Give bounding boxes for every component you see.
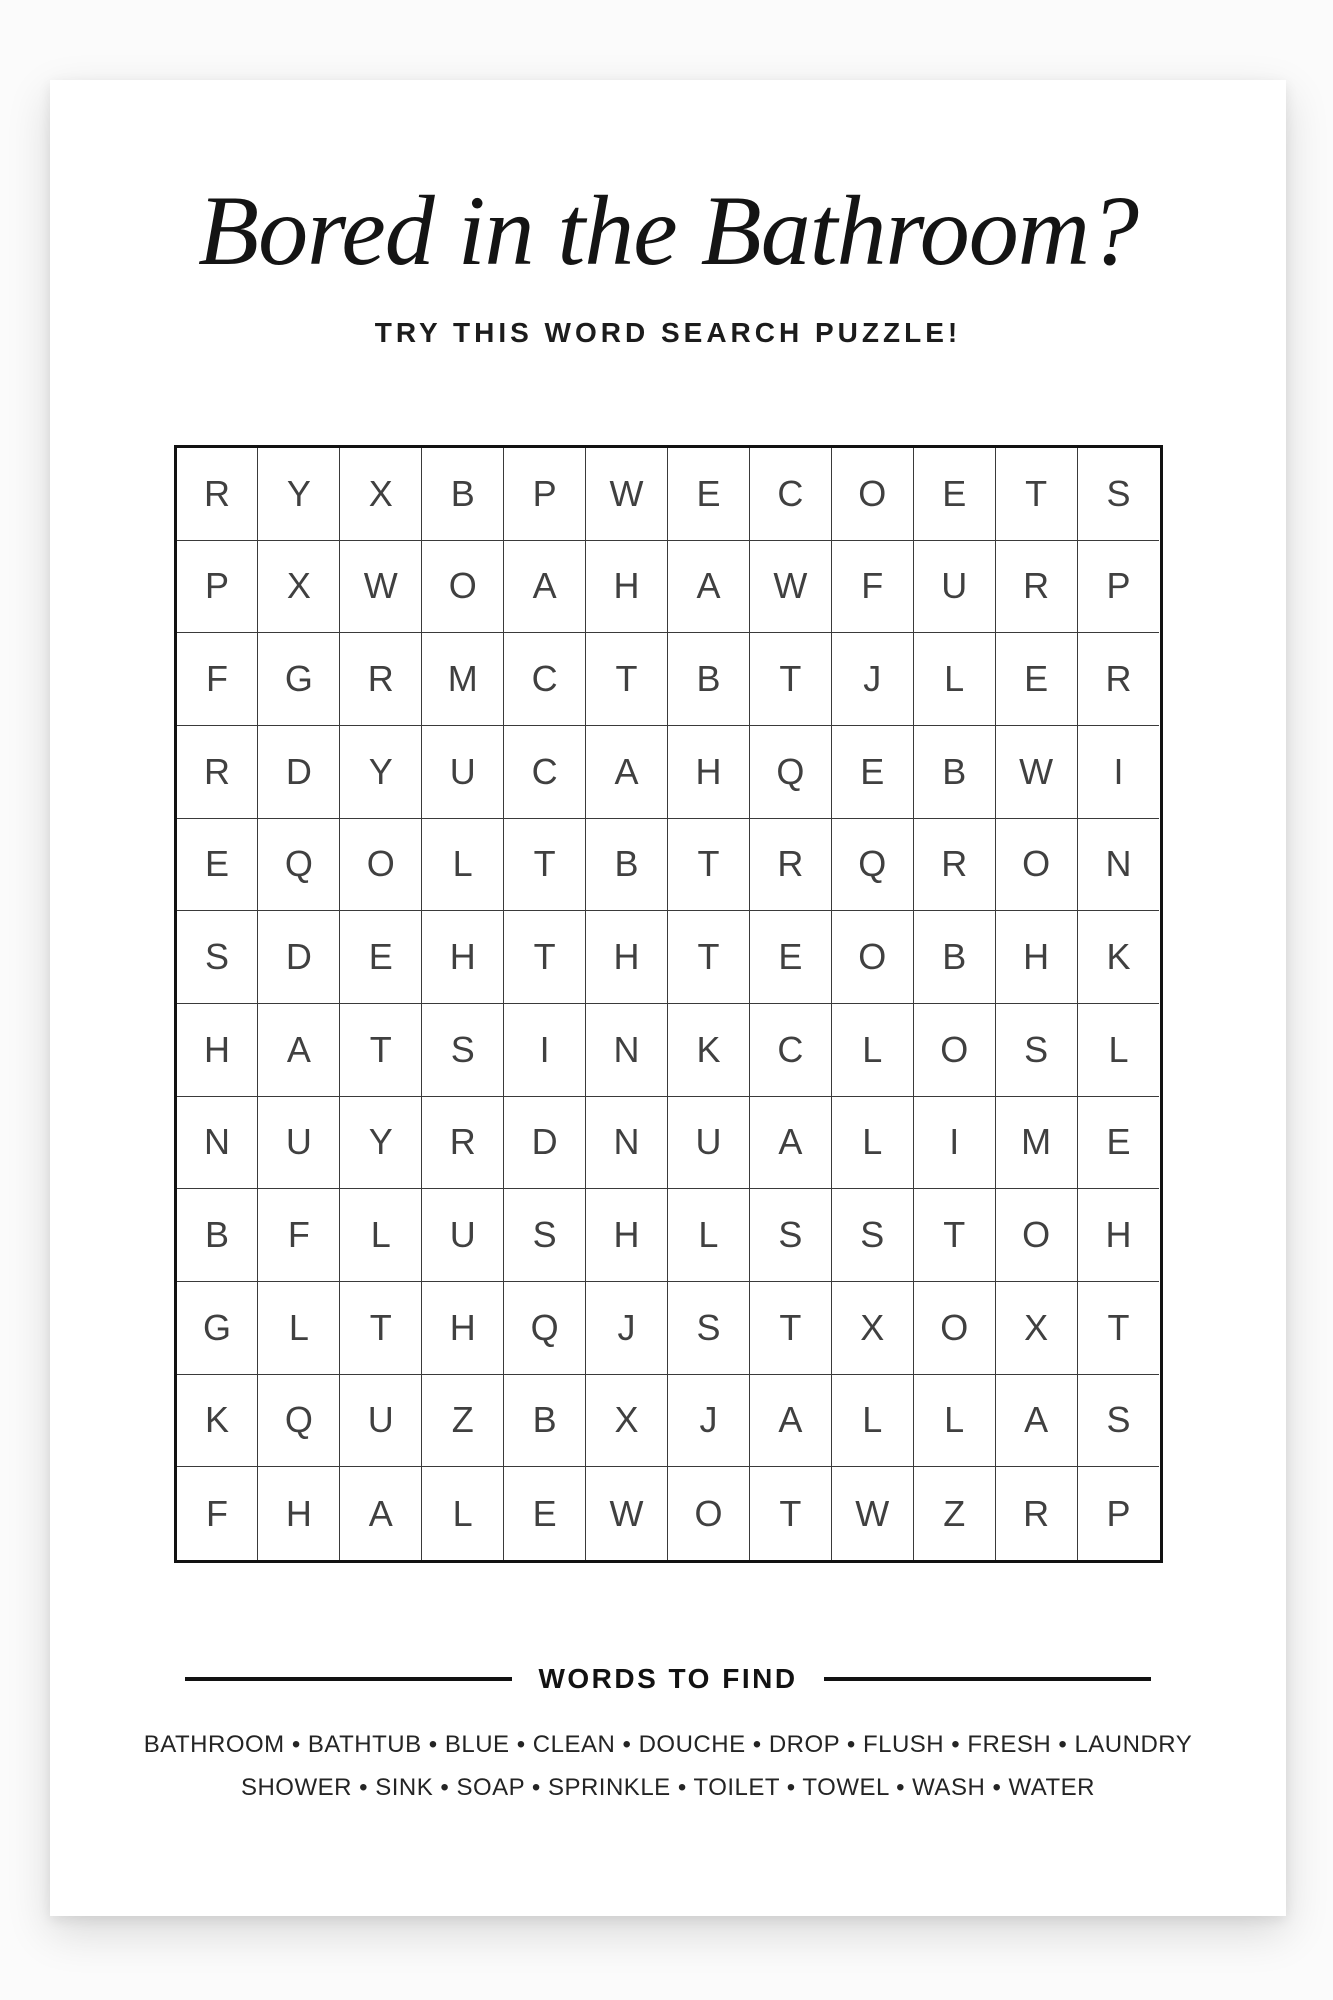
grid-cell: E — [832, 726, 914, 819]
grid-cell: B — [586, 819, 668, 912]
grid-cell: R — [750, 819, 832, 912]
grid-cell: D — [258, 726, 340, 819]
grid-cell: L — [832, 1004, 914, 1097]
grid-cell: H — [996, 911, 1078, 1004]
grid-cell: K — [1078, 911, 1160, 1004]
grid-cell: R — [340, 633, 422, 726]
grid-cell: M — [422, 633, 504, 726]
grid-cell: R — [996, 1467, 1078, 1560]
grid-cell: T — [340, 1282, 422, 1375]
heading-rule-left — [185, 1677, 512, 1681]
word-search-grid — [174, 445, 1163, 1563]
grid-cell: S — [668, 1282, 750, 1375]
grid-cell: A — [668, 541, 750, 634]
grid-cell: W — [586, 1467, 668, 1560]
grid-cell: P — [1106, 1492, 1131, 1534]
grid-cell: O — [668, 1467, 750, 1560]
grid-cell: O — [914, 1004, 996, 1097]
grid-cell: U — [340, 1375, 422, 1468]
grid-cell: F — [832, 541, 914, 634]
grid-cell: H — [668, 726, 750, 819]
grid-cell: O — [996, 819, 1078, 912]
grid-cell: Y — [340, 726, 422, 819]
grid-cell: Y — [340, 1097, 422, 1190]
grid-cell: Q — [258, 819, 340, 912]
grid-cell: R — [177, 448, 259, 541]
grid-cell: L — [832, 1375, 914, 1468]
grid-cell: B — [668, 633, 750, 726]
grid-cell: R — [914, 819, 996, 912]
grid-cell: Q — [504, 1282, 586, 1375]
grid-cell: F — [177, 1467, 259, 1560]
grid-cell: A — [258, 1004, 340, 1097]
grid-cell: P — [504, 448, 586, 541]
grid-cell: H — [1078, 1189, 1160, 1282]
grid-cell: E — [504, 1467, 586, 1560]
word-list-line-2: SHOWER • SINK • SOAP • SPRINKLE • TOILET • TOWEL • WASH • WATER — [240, 1774, 1096, 1801]
grid-cell: L — [832, 1097, 914, 1190]
heading-rule-right — [824, 1677, 1151, 1681]
grid-cell: U — [422, 726, 504, 819]
grid-cell: L — [422, 819, 504, 912]
grid-cell: L — [422, 1467, 504, 1560]
grid-cell: O — [340, 819, 422, 912]
grid-cell: L — [258, 1282, 340, 1375]
word-list — [50, 1723, 1286, 1809]
grid-cell: T — [996, 448, 1078, 541]
page-title: Bored in the Bathroom? — [198, 175, 1138, 286]
grid-cell: L — [668, 1189, 750, 1282]
grid-cell: E — [668, 448, 750, 541]
grid-cell: H — [258, 1467, 340, 1560]
grid-cell: R — [177, 726, 259, 819]
grid-cell: Z — [914, 1467, 996, 1560]
grid-cell: Q — [258, 1375, 340, 1468]
grid-cell: B — [177, 1189, 259, 1282]
grid-cell: E — [340, 911, 422, 1004]
grid-cell: T — [340, 1004, 422, 1097]
grid-cell: K — [668, 1004, 750, 1097]
grid-cell: A — [996, 1375, 1078, 1468]
grid-cell: X — [996, 1282, 1078, 1375]
grid-cell: U — [914, 541, 996, 634]
grid-cell: P — [1078, 541, 1160, 634]
grid-cell: G — [258, 633, 340, 726]
grid-cell: B — [504, 1375, 586, 1468]
grid-cell: T — [586, 633, 668, 726]
grid-cell: Q — [750, 726, 832, 819]
grid-cell: E — [750, 911, 832, 1004]
grid-cell: R — [1078, 633, 1160, 726]
grid-cell: E — [177, 819, 259, 912]
grid-cell: C — [504, 726, 586, 819]
grid-cell: U — [668, 1097, 750, 1190]
grid-cell: U — [258, 1097, 340, 1190]
grid-cell: E — [1078, 1097, 1160, 1190]
grid-cell: N — [177, 1097, 259, 1190]
grid-cell: O — [422, 541, 504, 634]
grid-cell: S — [832, 1189, 914, 1282]
grid-cell: C — [750, 1004, 832, 1097]
words-to-find-heading: WORDS TO FIND — [538, 1663, 798, 1694]
grid-cell: T — [750, 633, 832, 726]
grid-cell: M — [996, 1097, 1078, 1190]
grid-cell: H — [586, 911, 668, 1004]
grid-cell: O — [996, 1189, 1078, 1282]
grid-cell: T — [504, 819, 586, 912]
grid-cell: L — [914, 633, 996, 726]
grid-cell: I — [504, 1004, 586, 1097]
grid-cell: H — [586, 541, 668, 634]
grid-cell: C — [504, 633, 586, 726]
grid-cell: B — [914, 911, 996, 1004]
grid-cell: Q — [832, 819, 914, 912]
grid-cell: T — [914, 1189, 996, 1282]
grid-cell: A — [504, 541, 586, 634]
grid-cell: S — [422, 1004, 504, 1097]
words-to-find-header — [185, 1663, 1151, 1695]
grid-cell: S — [177, 911, 259, 1004]
grid-cell: U — [422, 1189, 504, 1282]
grid-cell: S — [996, 1004, 1078, 1097]
grid-cell: H — [586, 1189, 668, 1282]
grid-cell: T — [1078, 1282, 1160, 1375]
grid-cell: I — [1078, 726, 1160, 819]
grid-cell: W — [586, 448, 668, 541]
grid-cell: T — [668, 819, 750, 912]
grid-cell: N — [586, 1004, 668, 1097]
grid-cell: A — [750, 1375, 832, 1468]
grid-cell: D — [258, 911, 340, 1004]
grid-cell: Z — [422, 1375, 504, 1468]
word-list-line-1: BATHROOM • BATHTUB • BLUE • CLEAN • DOUCHE • DROP • FLUSH • FRESH • LAUNDRY — [143, 1731, 1193, 1758]
grid-cell: L — [340, 1189, 422, 1282]
grid-cell: F — [177, 633, 259, 726]
grid-cell: O — [832, 448, 914, 541]
grid-cell: T — [750, 1467, 832, 1560]
grid-cell: S — [504, 1189, 586, 1282]
grid-cell: N — [586, 1097, 668, 1190]
grid-cell: E — [914, 448, 996, 541]
grid-cell: L — [914, 1375, 996, 1468]
grid-cell: X — [340, 448, 422, 541]
grid-cell: X — [586, 1375, 668, 1468]
grid-cell: F — [258, 1189, 340, 1282]
grid-cell: J — [586, 1282, 668, 1375]
grid-cell: J — [832, 633, 914, 726]
grid-cell: A — [586, 726, 668, 819]
grid-cell: O — [832, 911, 914, 1004]
grid-cell: R — [996, 541, 1078, 634]
grid-cell: T — [668, 911, 750, 1004]
grid-cell: A — [750, 1097, 832, 1190]
page-subtitle: TRY THIS WORD SEARCH PUZZLE! — [374, 317, 962, 348]
grid-cell: Y — [258, 448, 340, 541]
grid-cell: B — [422, 448, 504, 541]
grid-cell: A — [340, 1467, 422, 1560]
grid-cell: X — [832, 1282, 914, 1375]
grid-cell: I — [914, 1097, 996, 1190]
grid-cell: W — [832, 1467, 914, 1560]
grid-cell: K — [177, 1375, 259, 1468]
grid-cell: H — [177, 1004, 259, 1097]
grid-cell: T — [504, 911, 586, 1004]
grid-cell: C — [750, 448, 832, 541]
grid-cell: P — [177, 541, 259, 634]
grid-cell: E — [996, 633, 1078, 726]
grid-cell: W — [750, 541, 832, 634]
grid-cell: B — [914, 726, 996, 819]
grid-cell: N — [1078, 819, 1160, 912]
grid-cell: R — [422, 1097, 504, 1190]
grid-cell: S — [1078, 448, 1160, 541]
grid-cell: H — [422, 911, 504, 1004]
grid-cell: L — [1078, 1004, 1160, 1097]
grid-cell: O — [914, 1282, 996, 1375]
grid-cell: D — [504, 1097, 586, 1190]
grid-cell: S — [1078, 1375, 1160, 1468]
grid-cell: S — [750, 1189, 832, 1282]
grid-cell: T — [750, 1282, 832, 1375]
grid-cell: J — [668, 1375, 750, 1468]
grid-cell: H — [422, 1282, 504, 1375]
grid-cell: G — [177, 1282, 259, 1375]
puzzle-poster — [50, 80, 1286, 1916]
grid-cell: X — [258, 541, 340, 634]
grid-cell: W — [340, 541, 422, 634]
grid-cell: W — [996, 726, 1078, 819]
